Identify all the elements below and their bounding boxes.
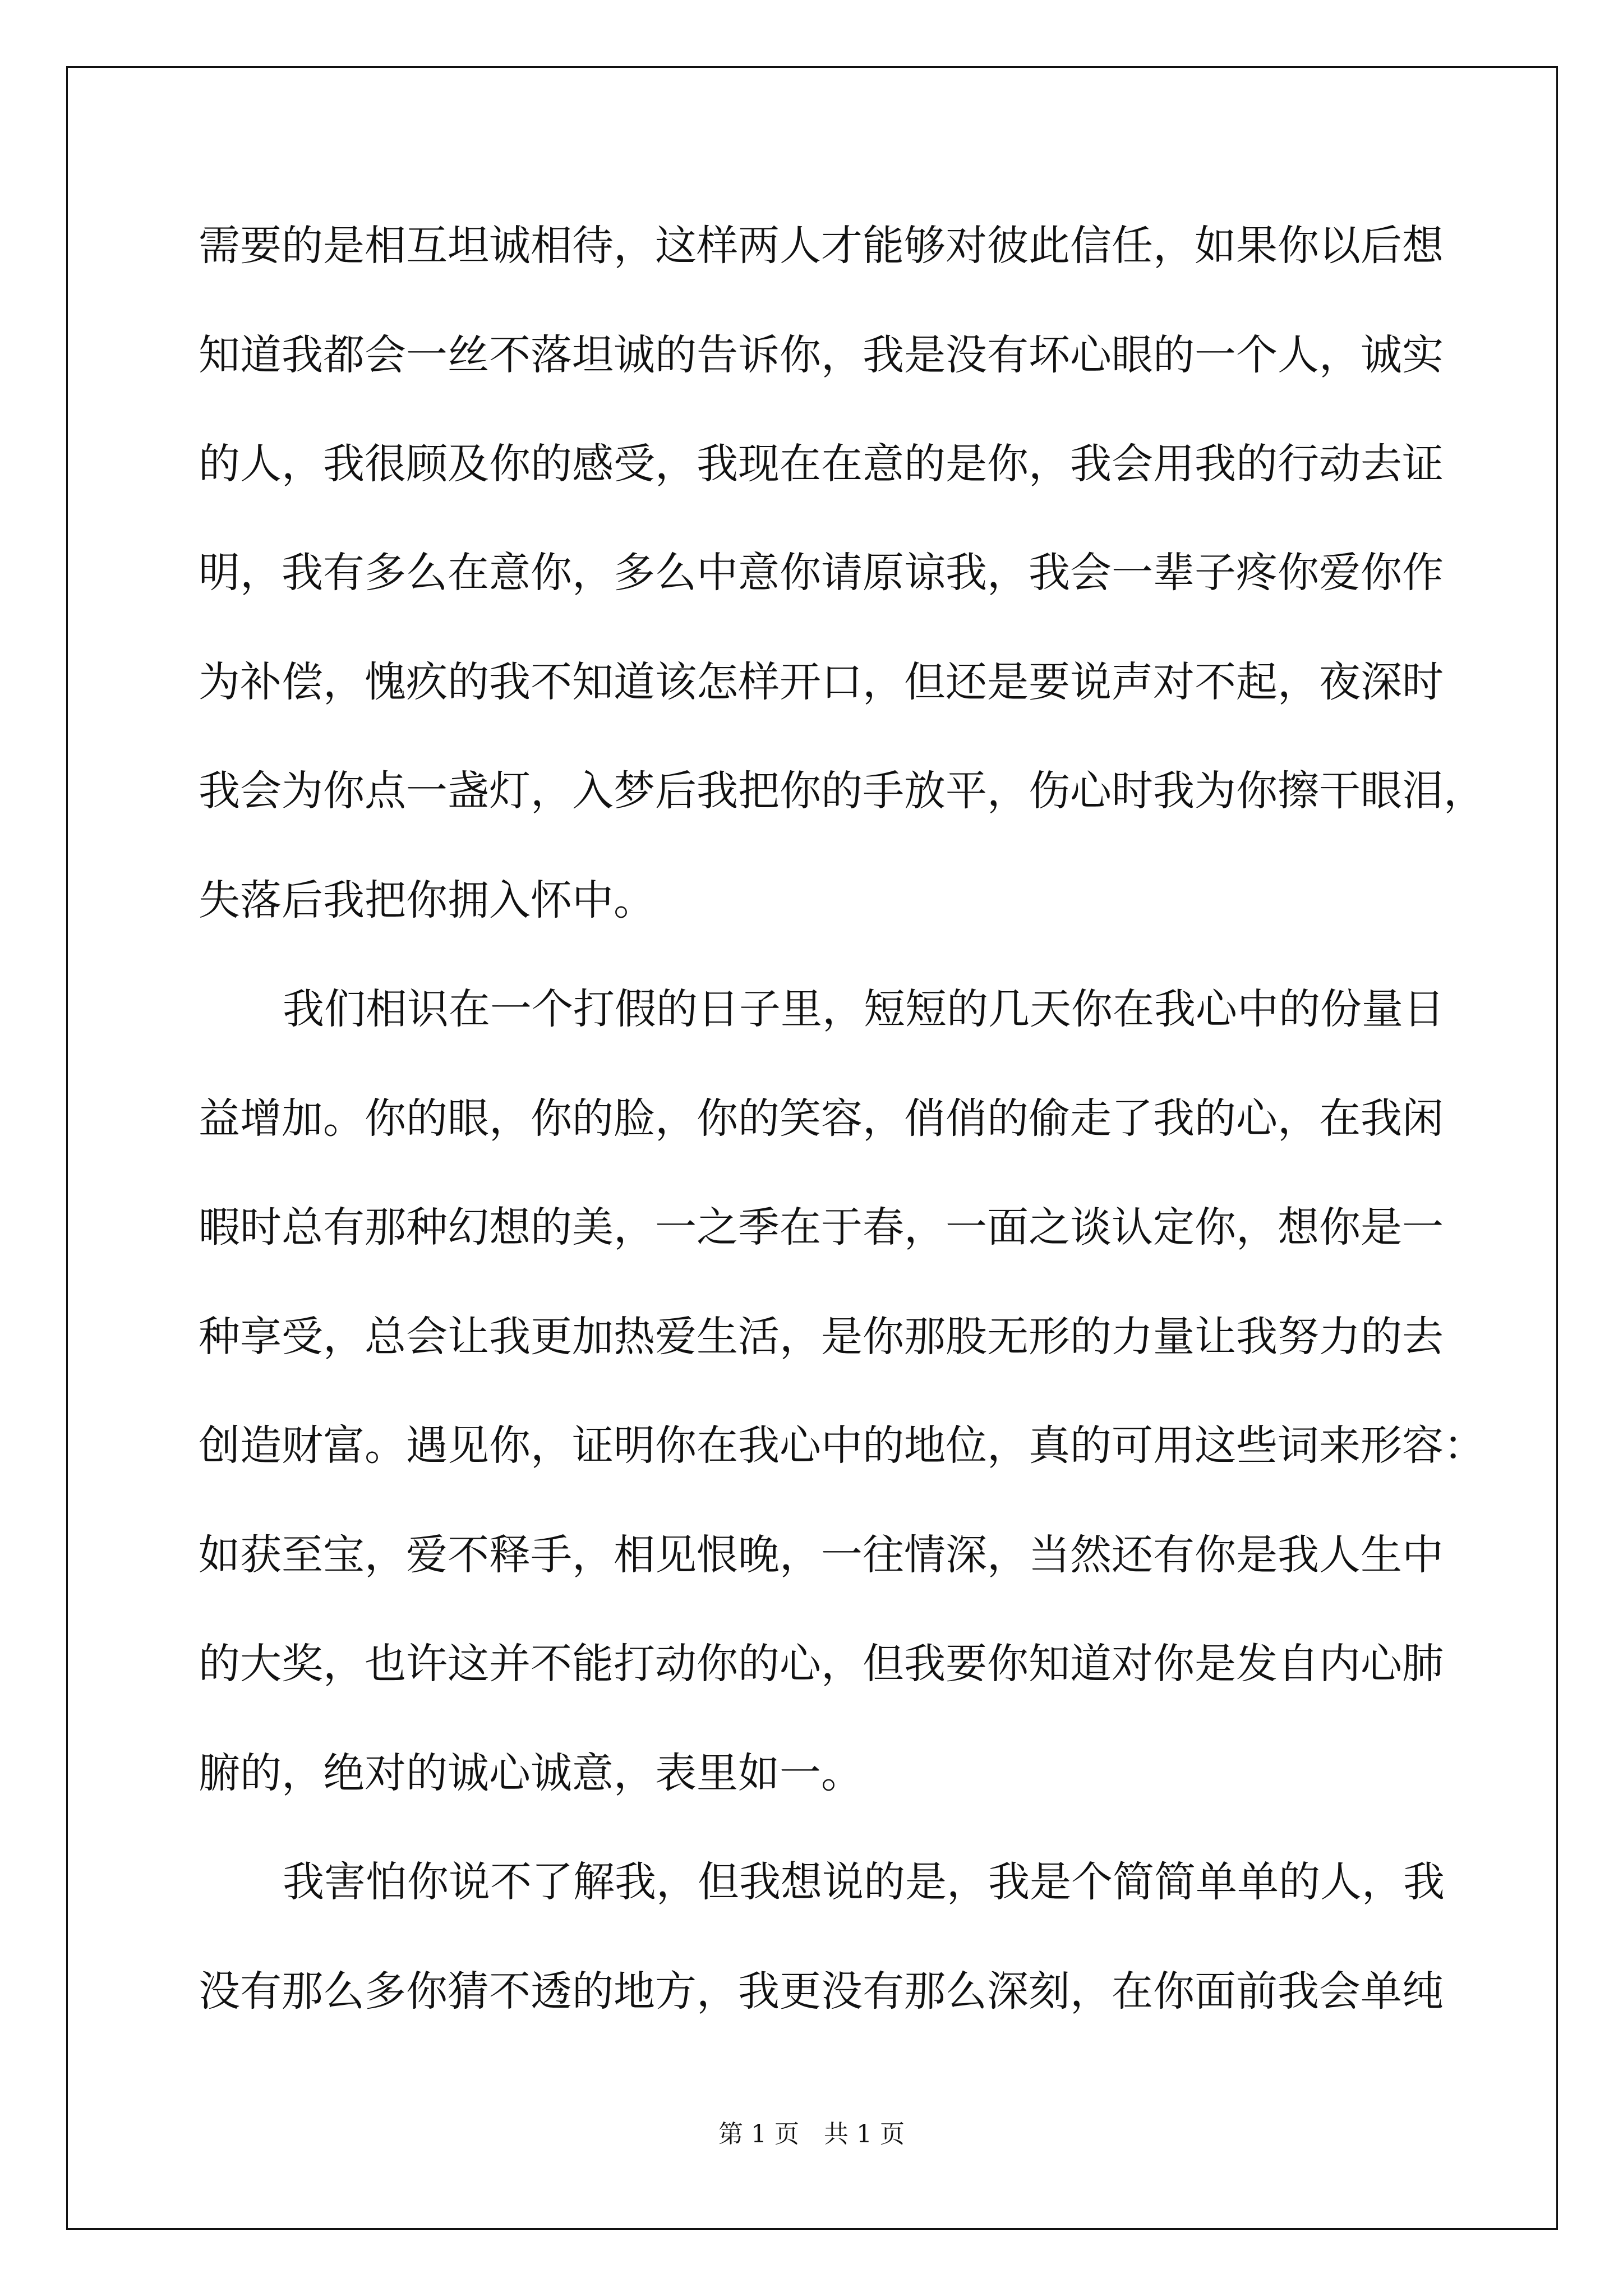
page-footer (0, 2114, 1623, 2150)
page-total: 共 1 页 (824, 2120, 905, 2148)
text-line: 益增加。你的眼，你的脸，你的笑容，俏俏的偷走了我的心，在我闲 (199, 1094, 1444, 1143)
text-line: 的人，我很顾及你的感受，我现在在意的是你，我会用我的行动去证 (199, 440, 1444, 488)
text-line: 如获至宝，爱不释手，相见恨晚，一往情深，当然还有你是我人生中 (199, 1531, 1444, 1579)
text-line: 我会为你点一盏灯，入梦后我把你的手放平，伤心时我为你擦干眼泪， (199, 767, 1485, 815)
text-line: 知道我都会一丝不落坦诚的告诉你，我是没有坏心眼的一个人，诚实 (199, 331, 1444, 379)
paragraph-first-line: 我们相识在一个打假的日子里，短短的几天你在我心中的份量日 (283, 985, 1445, 1033)
text-line: 创造财富。遇见你，证明你在我心中的地位，真的可用这些词来形容： (199, 1421, 1485, 1470)
text-line: 没有那么多你猜不透的地方，我更没有那么深刻，在你面前我会单纯 (199, 1967, 1444, 2016)
text-line: 腑的，绝对的诚心诚意，表里如一。 (199, 1749, 863, 1797)
text-line: 需要的是相互坦诚相待，这样两人才能够对彼此信任，如果你以后想 (199, 222, 1444, 270)
text-line: 种享受，总会让我更加热爱生活，是你那股无形的力量让我努力的去 (199, 1313, 1444, 1361)
text-line: 失落后我把你拥入怀中。 (199, 876, 655, 924)
paragraph-first-line: 我害怕你说不了解我，但我想说的是，我是个简简单单的人，我 (283, 1858, 1445, 1906)
text-line: 的大奖，也许这并不能打动你的心，但我要你知道对你是发自内心肺 (199, 1640, 1444, 1688)
text-line: 暇时总有那种幻想的美，一之季在于春，一面之谈认定你，想你是一 (199, 1203, 1444, 1251)
text-line: 明，我有多么在意你，多么中意你请原谅我，我会一辈子疼你爱你作 (199, 549, 1444, 597)
page-number: 第 1 页 (718, 2120, 799, 2148)
text-line: 为补偿，愧疚的我不知道该怎样开口，但还是要说声对不起，夜深时 (199, 658, 1444, 706)
